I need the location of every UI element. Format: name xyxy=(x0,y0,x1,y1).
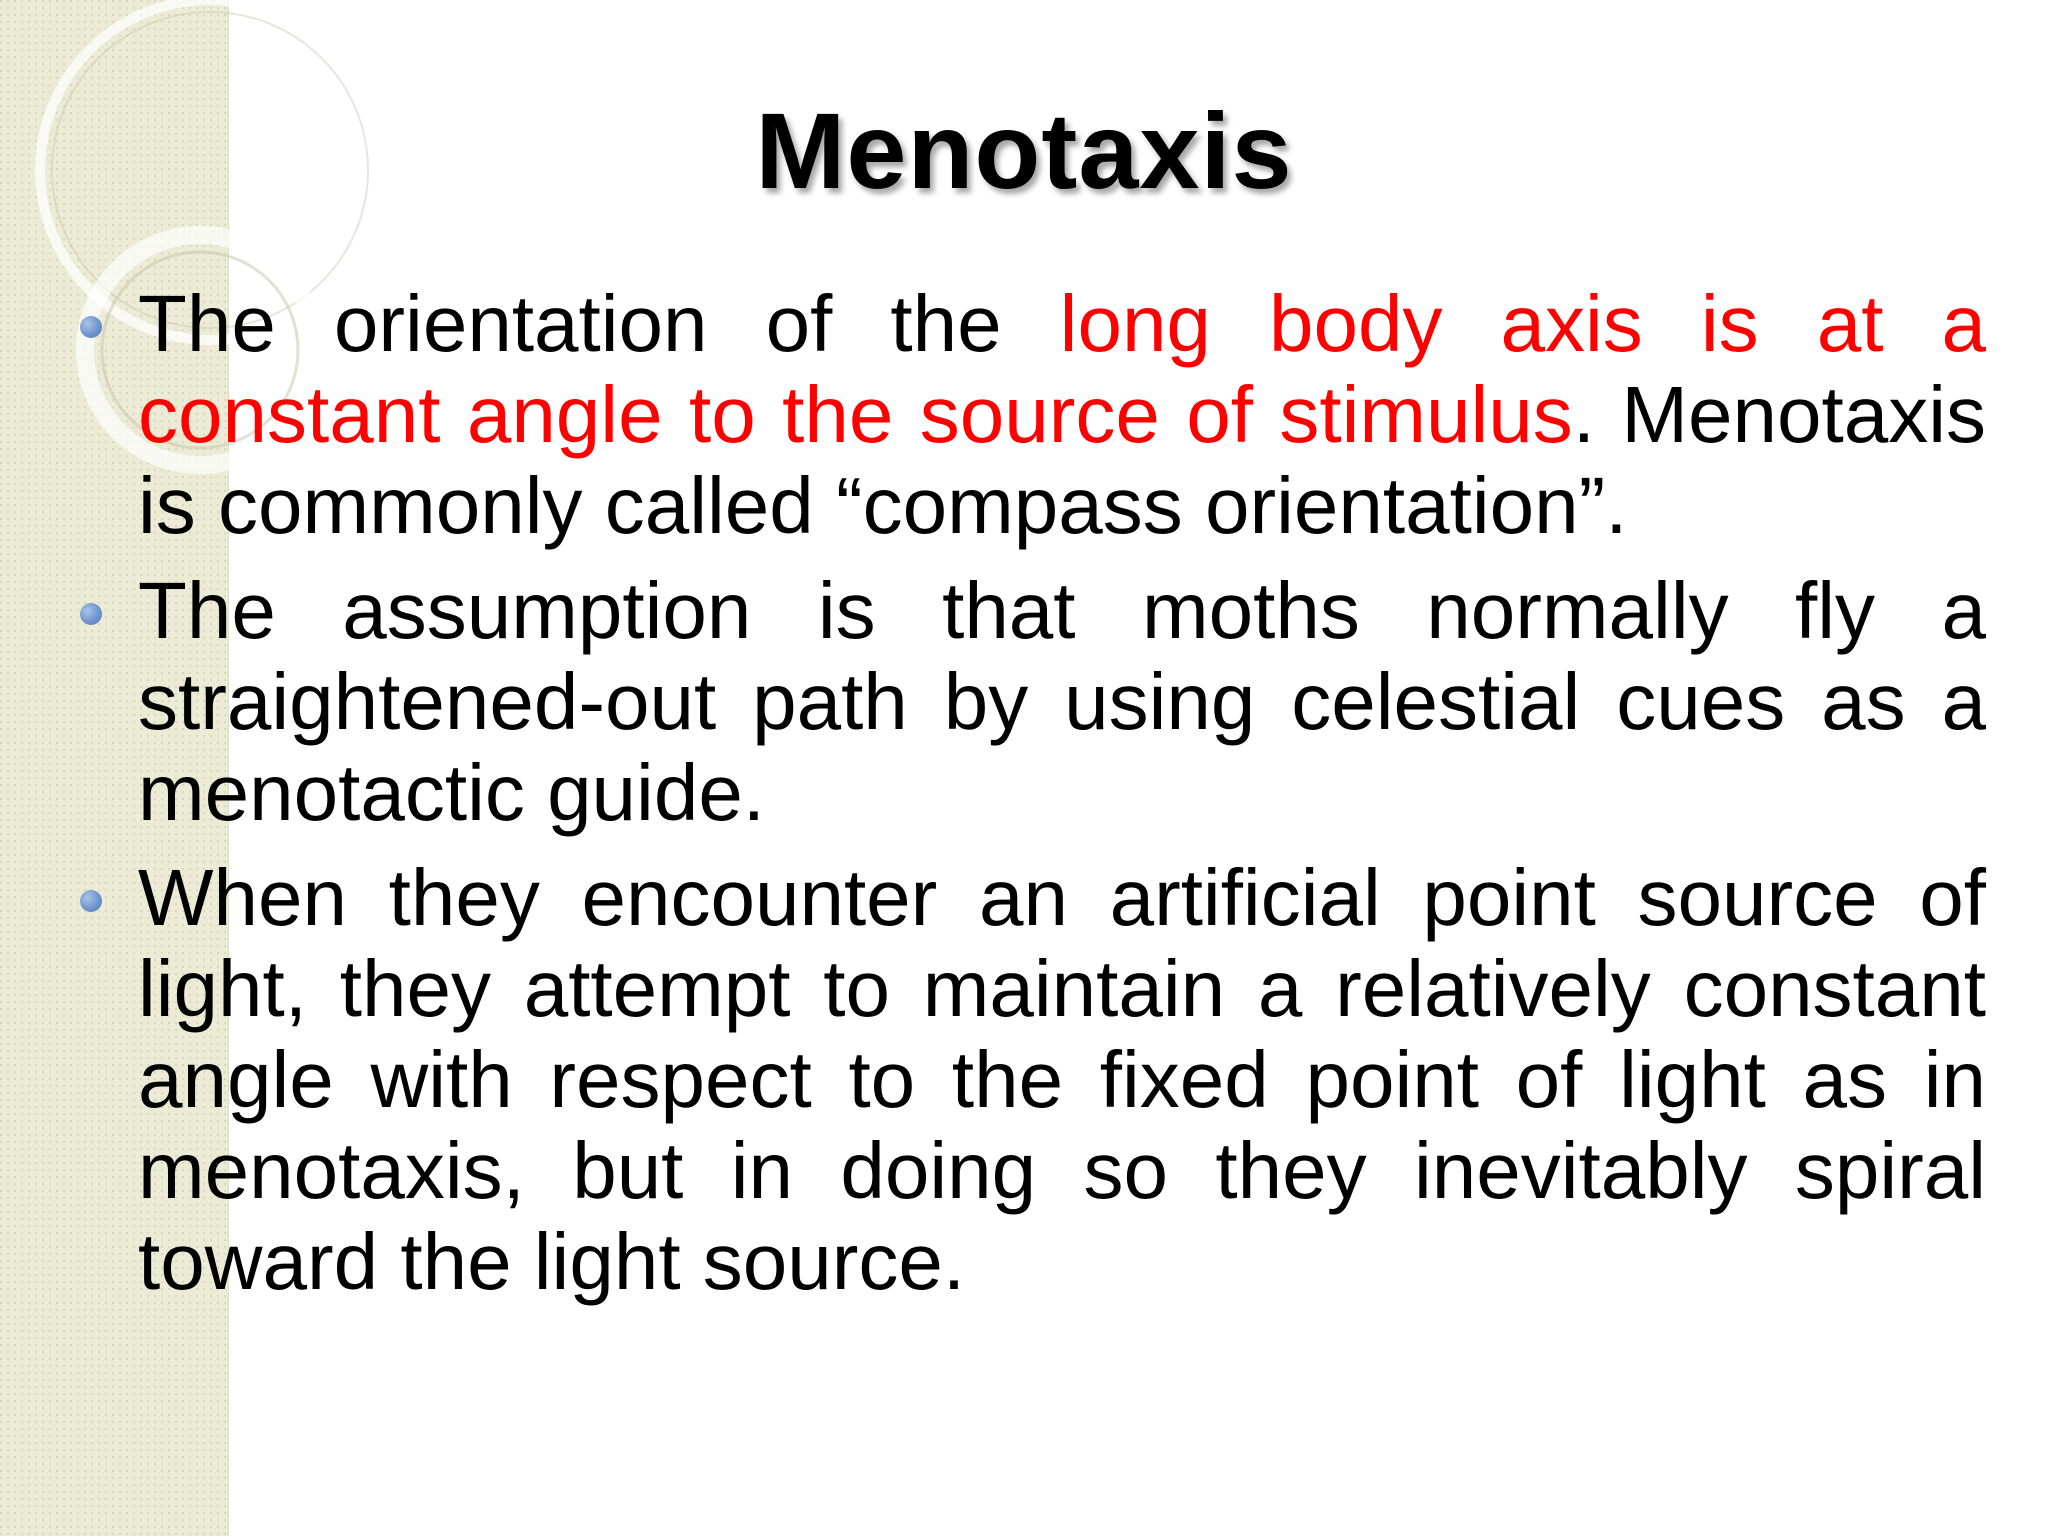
bullet-text-highlight: long body axis is at a constant angle to the source of stimulus xyxy=(138,279,1987,459)
bullet-text: When they encounter an artificial point source of light, they attempt to maintain a relatively constant angle with respect to the fixed point of light as in menotaxis, but in doing so they inevitably spiral toward the light source. xyxy=(138,853,1986,1306)
bullet-item xyxy=(80,852,1986,1307)
bullet-marker-icon xyxy=(80,316,102,338)
bullet-marker-icon xyxy=(80,890,102,912)
bullet-list xyxy=(80,278,1986,1321)
bullet-text-start: The orientation of the xyxy=(138,279,1060,368)
bullet-item xyxy=(80,278,1986,551)
bullet-marker-icon xyxy=(80,603,102,625)
slide-title: Menotaxis xyxy=(755,90,1293,211)
bullet-item xyxy=(80,565,1986,838)
bullet-text-end: . Menotaxis is commonly called “compass orientation”. xyxy=(138,370,1987,550)
bullet-text: The assumption is that moths normally fly a straightened-out path by using celestial cues as a menotactic guide. xyxy=(138,566,1986,837)
